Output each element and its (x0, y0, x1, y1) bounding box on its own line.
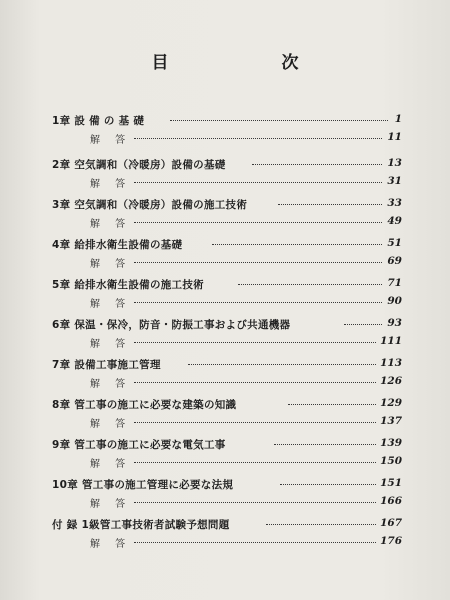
toc-entry-answers-8[interactable] (52, 415, 402, 431)
toc-page-number: 176 (380, 535, 402, 547)
toc-entry-label: 4章 給排水衛生設備の基礎 (52, 239, 183, 251)
toc-entry-label: 5章 給排水衛生設備の施工技術 (52, 279, 204, 291)
toc-page-number: 13 (387, 157, 402, 169)
toc-entry-answers-5[interactable] (52, 295, 402, 311)
toc-entry-label: 解 答 (90, 499, 132, 510)
toc-entry-answers-10[interactable] (52, 495, 402, 511)
toc-entry-answers-2[interactable] (52, 175, 402, 191)
toc-page-number: 137 (380, 415, 402, 427)
dot-leader (134, 341, 376, 343)
toc-entry-chapter-10[interactable] (52, 477, 402, 493)
toc-entry-label: 7章 設備工事施工管理 (52, 359, 161, 371)
toc-page-number: 167 (380, 517, 402, 529)
dot-leader (266, 523, 376, 525)
toc-entry-label: 解 答 (90, 459, 132, 470)
toc-page-number: 90 (387, 295, 402, 307)
dot-leader (280, 483, 376, 485)
dot-leader (134, 137, 382, 139)
dot-leader (252, 163, 382, 165)
toc-page-number: 33 (387, 197, 402, 209)
dot-leader (134, 301, 382, 303)
dot-leader (134, 541, 376, 543)
toc-entry-label: 6章 保温・保冷，防音・防振工事および共通機器 (52, 319, 291, 331)
dot-leader (170, 119, 388, 121)
toc-entry-chapter-2[interactable] (52, 157, 402, 173)
toc-page-number: 166 (380, 495, 402, 507)
toc-page-number: 31 (387, 175, 402, 187)
toc-page-number: 1 (394, 113, 402, 125)
toc-page-number: 150 (380, 455, 402, 467)
toc-page-number: 129 (380, 397, 402, 409)
toc-page-number: 111 (380, 335, 402, 347)
dot-leader (134, 181, 382, 183)
toc-entry-chapter-7[interactable] (52, 357, 402, 373)
toc-entry-appendix[interactable] (52, 517, 402, 533)
toc-entry-chapter-9[interactable] (52, 437, 402, 453)
toc-entry-answers-7[interactable] (52, 375, 402, 391)
toc-entry-label: 解 答 (90, 539, 132, 550)
toc-entry-label: 8章 管工事の施工に必要な建築の知識 (52, 399, 237, 411)
toc-entry-label: 解 答 (90, 219, 132, 230)
toc-entry-label: 1章 設 備 の 基 礎 (52, 115, 145, 127)
dot-leader (344, 323, 382, 325)
toc-page-number: 113 (380, 357, 402, 369)
page-title: 目 次 (151, 53, 347, 73)
dot-leader (212, 243, 382, 245)
toc-entry-label: 解 答 (90, 179, 132, 190)
toc-page-number: 69 (387, 255, 402, 267)
dot-leader (134, 381, 376, 383)
toc-page-number: 51 (387, 237, 402, 249)
toc-page-number: 93 (387, 317, 402, 329)
toc-entry-answers-appendix[interactable] (52, 535, 402, 551)
dot-leader (274, 443, 376, 445)
dot-leader (278, 203, 382, 205)
toc-entry-answers-3[interactable] (52, 215, 402, 231)
toc-entry-chapter-6[interactable] (52, 317, 402, 333)
toc-entry-label: 解 答 (90, 259, 132, 270)
toc-entry-label: 2章 空気調和（冷暖房）設備の基礎 (52, 159, 226, 171)
toc-entry-chapter-1[interactable] (52, 113, 402, 129)
toc-entry-chapter-5[interactable] (52, 277, 402, 293)
toc-entry-answers-9[interactable] (52, 455, 402, 471)
toc-entry-chapter-3[interactable] (52, 197, 402, 213)
toc-entry-label: 解 答 (90, 339, 132, 350)
toc-entry-answers-4[interactable] (52, 255, 402, 271)
toc-page-number: 49 (387, 215, 402, 227)
toc-entry-label: 3章 空気調和（冷暖房）設備の施工技術 (52, 199, 248, 211)
dot-leader (288, 403, 376, 405)
toc-entry-label: 付 録 1級管工事技術者試験予想問題 (52, 519, 230, 531)
dot-leader (134, 421, 376, 423)
toc-entry-chapter-8[interactable] (52, 397, 402, 413)
toc-page-number: 71 (387, 277, 402, 289)
dot-leader (238, 283, 382, 285)
toc-page-number: 11 (387, 131, 402, 143)
toc-entry-label: 9章 管工事の施工に必要な電気工事 (52, 439, 226, 451)
dot-leader (134, 501, 376, 503)
dot-leader (134, 221, 382, 223)
toc-entry-label: 10章 管工事の施工管理に必要な法規 (52, 479, 234, 491)
dot-leader (134, 461, 376, 463)
toc-entry-label: 解 答 (90, 135, 132, 146)
toc-entry-answers-1[interactable] (52, 131, 402, 147)
toc-page-number: 151 (380, 477, 402, 489)
toc-entry-label: 解 答 (90, 379, 132, 390)
toc-entry-label: 解 答 (90, 299, 132, 310)
dot-leader (188, 363, 376, 365)
dot-leader (134, 261, 382, 263)
toc-page-number: 126 (380, 375, 402, 387)
toc-entry-answers-6[interactable] (52, 335, 402, 351)
toc-entry-chapter-4[interactable] (52, 237, 402, 253)
toc-entry-label: 解 答 (90, 419, 132, 430)
toc-page-number: 139 (380, 437, 402, 449)
